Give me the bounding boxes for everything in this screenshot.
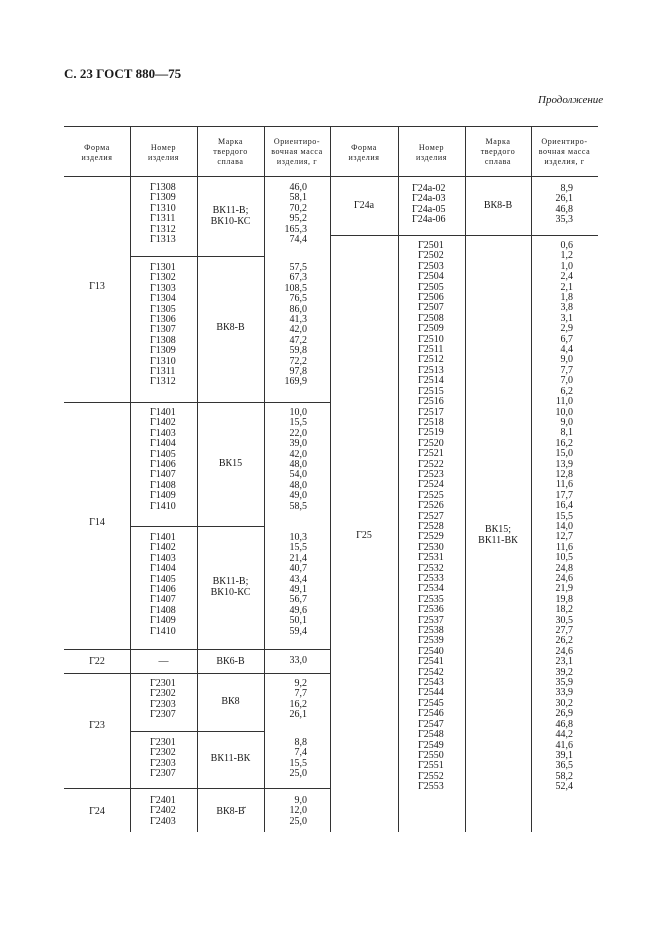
table-cell: Г1313 <box>150 234 176 246</box>
table-cell: 39,2 <box>555 666 573 678</box>
col-sep-2 <box>197 126 198 832</box>
table-cell: 1,2 <box>560 250 573 262</box>
table-cell: 3,1 <box>560 312 573 324</box>
table-cell: Г1309 <box>150 345 176 357</box>
table-cell: Г1304 <box>150 293 176 305</box>
table-cell: 25,0 <box>289 768 307 780</box>
form-label-g24a: Г24а <box>353 200 375 211</box>
grade-g25: ВК15; ВК11-ВК <box>478 524 518 546</box>
table-cell: Г2539 <box>418 635 444 647</box>
table-cell: 9,2 <box>294 678 307 689</box>
table-cell: 12,7 <box>555 531 573 543</box>
table-cell: 7,7 <box>294 688 307 700</box>
table-cell: Г2515 <box>418 385 444 397</box>
table-cell: Г2543 <box>418 677 444 689</box>
table-cell: Г2551 <box>418 760 444 772</box>
header-grade-left: Марка твердого сплава <box>213 137 248 166</box>
mass-list-g14-a <box>290 408 308 512</box>
table-cell: Г2532 <box>418 562 444 574</box>
table-cell: 2,1 <box>560 281 573 293</box>
table-cell: Г1407 <box>150 594 176 606</box>
mass-list-g24a <box>556 184 574 226</box>
form-label-g23: Г23 <box>89 720 105 731</box>
number-list-g13-b <box>150 263 176 388</box>
table-cell: 22,0 <box>289 427 307 439</box>
continuation-label: Продолжение <box>538 94 604 106</box>
table-cell: 58,5 <box>289 500 307 512</box>
table-cell: 30,5 <box>555 614 573 626</box>
table-cell: 10,0 <box>555 406 573 418</box>
table-cell: 97,8 <box>289 366 307 378</box>
rule-g13-sub <box>130 256 265 257</box>
table-cell: 41,3 <box>289 314 307 326</box>
table-cell: 9,0 <box>560 416 573 428</box>
table-cell: 8,1 <box>560 427 573 439</box>
table-cell: Г2517 <box>418 406 444 418</box>
table-cell: Г1302 <box>150 272 176 284</box>
table-cell: 72,2 <box>289 355 307 367</box>
table-cell: Г2538 <box>418 625 444 637</box>
table-cell: 2,4 <box>560 271 573 283</box>
table-cell: Г2541 <box>418 656 444 668</box>
table-cell: Г1403 <box>150 552 176 564</box>
table-cell: Г2552 <box>418 770 444 782</box>
table-cell: Г1311 <box>150 366 176 378</box>
table-cell: Г2544 <box>418 687 444 699</box>
page-header: С. 23 ГОСТ 880—75 <box>64 66 182 81</box>
table-cell: 59,8 <box>289 345 307 357</box>
table-cell: Г2507 <box>418 302 444 314</box>
table-cell: 11,0 <box>555 396 573 408</box>
table-cell: 74,4 <box>289 234 307 246</box>
table-cell: Г2531 <box>418 552 444 564</box>
table-cell: 56,7 <box>289 594 307 606</box>
table-cell: Г2535 <box>418 593 444 605</box>
header-mass-left: Ориентиро- вочная масса изделия, г <box>271 137 323 166</box>
table-cell: 76,5 <box>289 293 307 305</box>
table-cell: Г1308 <box>150 182 176 193</box>
header-form-right: Форма изделия <box>348 143 380 162</box>
col-sep-7 <box>531 126 532 832</box>
table-cell: 41,6 <box>555 739 573 751</box>
table-cell: 44,2 <box>555 729 573 741</box>
table-cell: Г1402 <box>150 542 176 554</box>
table-cell: 33,9 <box>555 687 573 699</box>
form-label-g14: Г14 <box>89 517 105 528</box>
grade-g23-b: ВК11-ВК <box>210 753 251 764</box>
table-cell: 17,7 <box>555 489 573 501</box>
table-cell: 70,2 <box>289 202 307 214</box>
table-cell: Г24а-03 <box>412 193 446 205</box>
table-cell: Г1404 <box>150 438 176 450</box>
table-cell: Г2537 <box>418 614 444 626</box>
table-cell: Г24а-06 <box>412 214 446 226</box>
grade-g13-a: ВК11-В; ВК10-КС <box>210 205 251 227</box>
rule-g23-g24 <box>64 788 330 789</box>
grade-g14-a: ВК15 <box>218 458 243 469</box>
table-cell: Г1310 <box>150 202 176 214</box>
table-cell: 21,9 <box>555 583 573 595</box>
table-cell: Г2525 <box>418 489 444 501</box>
table-cell: Г1407 <box>150 469 176 481</box>
table-cell: Г2530 <box>418 541 444 553</box>
table-cell: 7,7 <box>560 364 573 376</box>
header-grade-right: Марка твердого сплава <box>480 137 516 166</box>
table-cell: 43,4 <box>289 573 307 585</box>
table-cell: 8,8 <box>294 737 307 748</box>
table-cell: 18,2 <box>555 604 573 616</box>
table-cell: 39,0 <box>289 438 307 450</box>
table-cell: 11,6 <box>555 479 573 491</box>
mass-list-g25 <box>556 241 574 793</box>
table-cell: Г2504 <box>418 271 444 283</box>
table-cell: Г1405 <box>150 573 176 585</box>
table-cell: 16,2 <box>555 437 573 449</box>
number-list-g23-b <box>150 738 176 780</box>
table-cell: 26,1 <box>555 193 573 205</box>
table-cell: Г2553 <box>418 781 444 793</box>
table-cell: 86,0 <box>289 303 307 315</box>
table-cell: Г1309 <box>150 192 176 204</box>
table-cell: Г1401 <box>150 532 176 543</box>
table-cell: Г2307 <box>150 768 176 780</box>
table-cell: Г1406 <box>150 459 176 471</box>
table-cell: Г2548 <box>418 729 444 741</box>
table-cell: Г2501 <box>418 240 444 251</box>
table-cell: 7,0 <box>560 375 573 387</box>
table-cell: Г2514 <box>418 375 444 387</box>
number-list-g23-a <box>150 679 176 721</box>
table-cell: 27,7 <box>555 625 573 637</box>
table-cell: 46,8 <box>555 718 573 730</box>
number-list-g24 <box>150 796 176 827</box>
col-sep-1 <box>130 126 131 832</box>
mass-list-g23-b <box>290 738 308 780</box>
table-cell: Г2546 <box>418 708 444 720</box>
form-label-g13: Г13 <box>89 281 105 292</box>
table-cell: 6,7 <box>560 333 573 345</box>
table-cell: Г2301 <box>150 678 176 689</box>
table-cell: 46,0 <box>289 182 307 193</box>
form-label-g24: Г24 <box>89 806 105 817</box>
table-cell: 52,4 <box>555 781 573 793</box>
mass-list-g23-a <box>290 679 308 721</box>
table-cell: Г1409 <box>150 615 176 627</box>
table-cell: Г2529 <box>418 531 444 543</box>
table-cell: Г1408 <box>150 479 176 491</box>
table-cell: 0,6 <box>560 240 573 251</box>
table-cell: 12,8 <box>555 468 573 480</box>
table-cell: 15,5 <box>289 542 307 554</box>
table-cell: Г1405 <box>150 448 176 460</box>
table-cell: Г2545 <box>418 697 444 709</box>
table-cell: Г1306 <box>150 314 176 326</box>
table-cell: Г2303 <box>150 757 176 769</box>
rule-g23-sub <box>130 731 265 732</box>
grade-g24: ВК8-В̆ <box>216 806 245 817</box>
table-cell: Г2307 <box>150 709 176 721</box>
number-list-g14-b <box>150 533 176 637</box>
table-cell: Г2508 <box>418 312 444 324</box>
table-cell: Г1311 <box>150 213 176 225</box>
number-list-g13-a <box>150 183 176 245</box>
number-list-g25 <box>418 241 444 793</box>
mass-list-g13-b <box>285 263 308 388</box>
col-sep-3 <box>264 126 265 832</box>
table-cell: Г2513 <box>418 364 444 376</box>
table-cell: 54,0 <box>289 469 307 481</box>
table-cell: 25,0 <box>289 815 307 827</box>
table-cell: 42,0 <box>289 448 307 460</box>
table-cell: Г1401 <box>150 407 176 418</box>
table-cell: 7,4 <box>294 747 307 759</box>
table-cell: 46,8 <box>555 203 573 215</box>
table-cell: 24,6 <box>555 645 573 657</box>
table-cell: 36,5 <box>555 760 573 772</box>
table-cell: 8,9 <box>560 183 573 194</box>
header-number-right: Номер изделия <box>415 143 448 162</box>
table-cell: 16,2 <box>289 698 307 710</box>
table-cell: Г2521 <box>418 448 444 460</box>
table-cell: 108,5 <box>284 282 307 294</box>
table-cell: Г2533 <box>418 573 444 584</box>
table-cell: Г2402 <box>150 805 176 817</box>
grade-g14-b: ВК11-В; ВК10-КС <box>210 576 251 598</box>
table-cell: Г1305 <box>150 303 176 315</box>
col-sep-5 <box>398 126 399 832</box>
table-cell: Г2549 <box>418 739 444 751</box>
table-cell: Г2403 <box>150 815 176 827</box>
table-cell: 4,4 <box>560 344 573 356</box>
table-cell: 10,3 <box>289 532 307 543</box>
number-list-g24a <box>412 184 446 226</box>
table-cell: 48,0 <box>289 459 307 471</box>
table-cell: 35,3 <box>555 214 573 226</box>
rule-g14-sub <box>130 526 265 527</box>
table-cell: Г2503 <box>418 260 444 272</box>
table-cell: 1,0 <box>560 260 573 272</box>
table-cell: Г1312 <box>150 223 176 235</box>
table-cell: Г1310 <box>150 355 176 367</box>
table-cell: Г1403 <box>150 427 176 439</box>
number-g22: — <box>158 656 169 667</box>
table-cell: Г2519 <box>418 427 444 439</box>
table-cell: Г1402 <box>150 417 176 429</box>
table-cell: Г2520 <box>418 437 444 449</box>
number-list-g14-a <box>150 408 176 512</box>
table-cell: 26,1 <box>289 709 307 721</box>
table-cell: Г2505 <box>418 281 444 293</box>
rule-g13-g14 <box>64 402 330 403</box>
table-cell: Г24а-02 <box>412 183 446 194</box>
table-cell: 24,6 <box>555 573 573 584</box>
rule-g22-g23 <box>64 673 330 674</box>
table-cell: 19,8 <box>555 593 573 605</box>
table-cell: 30,2 <box>555 697 573 709</box>
table-cell: 13,9 <box>555 458 573 470</box>
table-cell: Г2522 <box>418 458 444 470</box>
header-mass-right: Ориентиро- вочная масса изделия, г <box>538 137 591 166</box>
table-cell: 23,1 <box>555 656 573 668</box>
header-form-left: Форма изделия <box>81 143 113 162</box>
table-cell: 48,0 <box>289 479 307 491</box>
table-cell: Г2534 <box>418 583 444 595</box>
table-cell: Г1409 <box>150 490 176 502</box>
table-cell: 95,2 <box>289 213 307 225</box>
table-cell: 9,0 <box>560 354 573 366</box>
table-cell: Г1410 <box>150 625 176 637</box>
table-cell: Г2516 <box>418 396 444 408</box>
table-cell: Г1303 <box>150 282 176 294</box>
table-cell: 58,1 <box>289 192 307 204</box>
table-cell: 2,9 <box>560 323 573 335</box>
table-cell: Г2528 <box>418 520 444 532</box>
mass-list-g14-b <box>290 533 308 637</box>
rule-g24a-g25 <box>330 235 598 236</box>
table-cell: Г2540 <box>418 645 444 657</box>
table-cell: Г2526 <box>418 500 444 512</box>
table-cell: Г2511 <box>418 344 444 356</box>
table-cell: 42,0 <box>289 324 307 336</box>
table-cell: 49,1 <box>289 584 307 596</box>
table-cell: Г2547 <box>418 718 444 730</box>
table-cell: Г2301 <box>150 737 176 748</box>
table-cell: 3,8 <box>560 302 573 314</box>
table-cell: Г2506 <box>418 292 444 304</box>
table-cell: 15,5 <box>555 510 573 522</box>
table-cell: Г2536 <box>418 604 444 616</box>
table-cell: Г1406 <box>150 584 176 596</box>
table-cell: 165,3 <box>284 223 307 235</box>
grade-g22: ВК6-В <box>216 656 245 667</box>
table-cell: 50,1 <box>289 615 307 627</box>
table-cell: Г2512 <box>418 354 444 366</box>
table-cell: 6,2 <box>560 385 573 397</box>
table-cell: 26,9 <box>555 708 573 720</box>
table-cell: 14,0 <box>555 520 573 532</box>
table-cell: 67,3 <box>289 272 307 284</box>
table-cell: Г1301 <box>150 262 176 273</box>
table-cell: 10,0 <box>289 407 307 418</box>
table-top-rule <box>64 126 598 127</box>
table-cell: Г24а-05 <box>412 203 446 215</box>
form-label-g25: Г25 <box>356 530 372 541</box>
table-cell: 169,9 <box>284 376 307 388</box>
table-cell: Г1307 <box>150 324 176 336</box>
table-center-rule <box>330 126 331 832</box>
table-cell: 58,2 <box>555 770 573 782</box>
table-cell: 16,4 <box>555 500 573 512</box>
table-cell: Г2524 <box>418 479 444 491</box>
table-cell: Г2542 <box>418 666 444 678</box>
table-cell: 49,0 <box>289 490 307 502</box>
table-cell: 15,5 <box>289 417 307 429</box>
table-cell: 15,0 <box>555 448 573 460</box>
table-cell: Г2302 <box>150 747 176 759</box>
table-cell: 47,2 <box>289 334 307 346</box>
table-cell: Г1312 <box>150 376 176 388</box>
table-cell: Г2550 <box>418 749 444 761</box>
mass-g22: 33,0 <box>289 655 307 666</box>
table-cell: 40,7 <box>289 563 307 575</box>
grade-g23-a: ВК8 <box>221 696 240 707</box>
table-cell: Г2303 <box>150 698 176 710</box>
mass-list-g13-a <box>285 183 308 245</box>
table-cell: 59,4 <box>289 625 307 637</box>
table-cell: Г2510 <box>418 333 444 345</box>
table-cell: 1,8 <box>560 292 573 304</box>
table-cell: Г2518 <box>418 416 444 428</box>
header-number-left: Номер изделия <box>147 143 180 162</box>
table-cell: 11,6 <box>555 541 573 553</box>
col-sep-6 <box>465 126 466 832</box>
table-cell: Г2509 <box>418 323 444 335</box>
table-cell: Г2502 <box>418 250 444 262</box>
table-cell: 15,5 <box>289 757 307 769</box>
table-cell: 26,2 <box>555 635 573 647</box>
table-cell: Г1308 <box>150 334 176 346</box>
table-cell: 21,4 <box>289 552 307 564</box>
table-cell: 10,5 <box>555 552 573 564</box>
grade-g24a: ВК8-В <box>483 200 513 211</box>
grade-g13-b: ВК8-В <box>216 322 245 333</box>
table-cell: 24,8 <box>555 562 573 574</box>
table-cell: 12,0 <box>289 805 307 817</box>
table-cell: Г2527 <box>418 510 444 522</box>
mass-list-g24 <box>290 796 308 827</box>
table-cell: 9,0 <box>294 795 307 806</box>
table-cell: Г2523 <box>418 468 444 480</box>
table-cell: Г1404 <box>150 563 176 575</box>
form-label-g22: Г22 <box>89 656 105 667</box>
table-cell: Г2302 <box>150 688 176 700</box>
header-bottom-right <box>330 176 598 177</box>
table-cell: Г1408 <box>150 604 176 616</box>
table-cell: 49,6 <box>289 604 307 616</box>
table-cell: 35,9 <box>555 677 573 689</box>
table-cell: Г2401 <box>150 795 176 806</box>
table-cell: Г1410 <box>150 500 176 512</box>
table-cell: 39,1 <box>555 749 573 761</box>
table-cell: 57,5 <box>289 262 307 273</box>
rule-g14-g22 <box>64 649 330 650</box>
